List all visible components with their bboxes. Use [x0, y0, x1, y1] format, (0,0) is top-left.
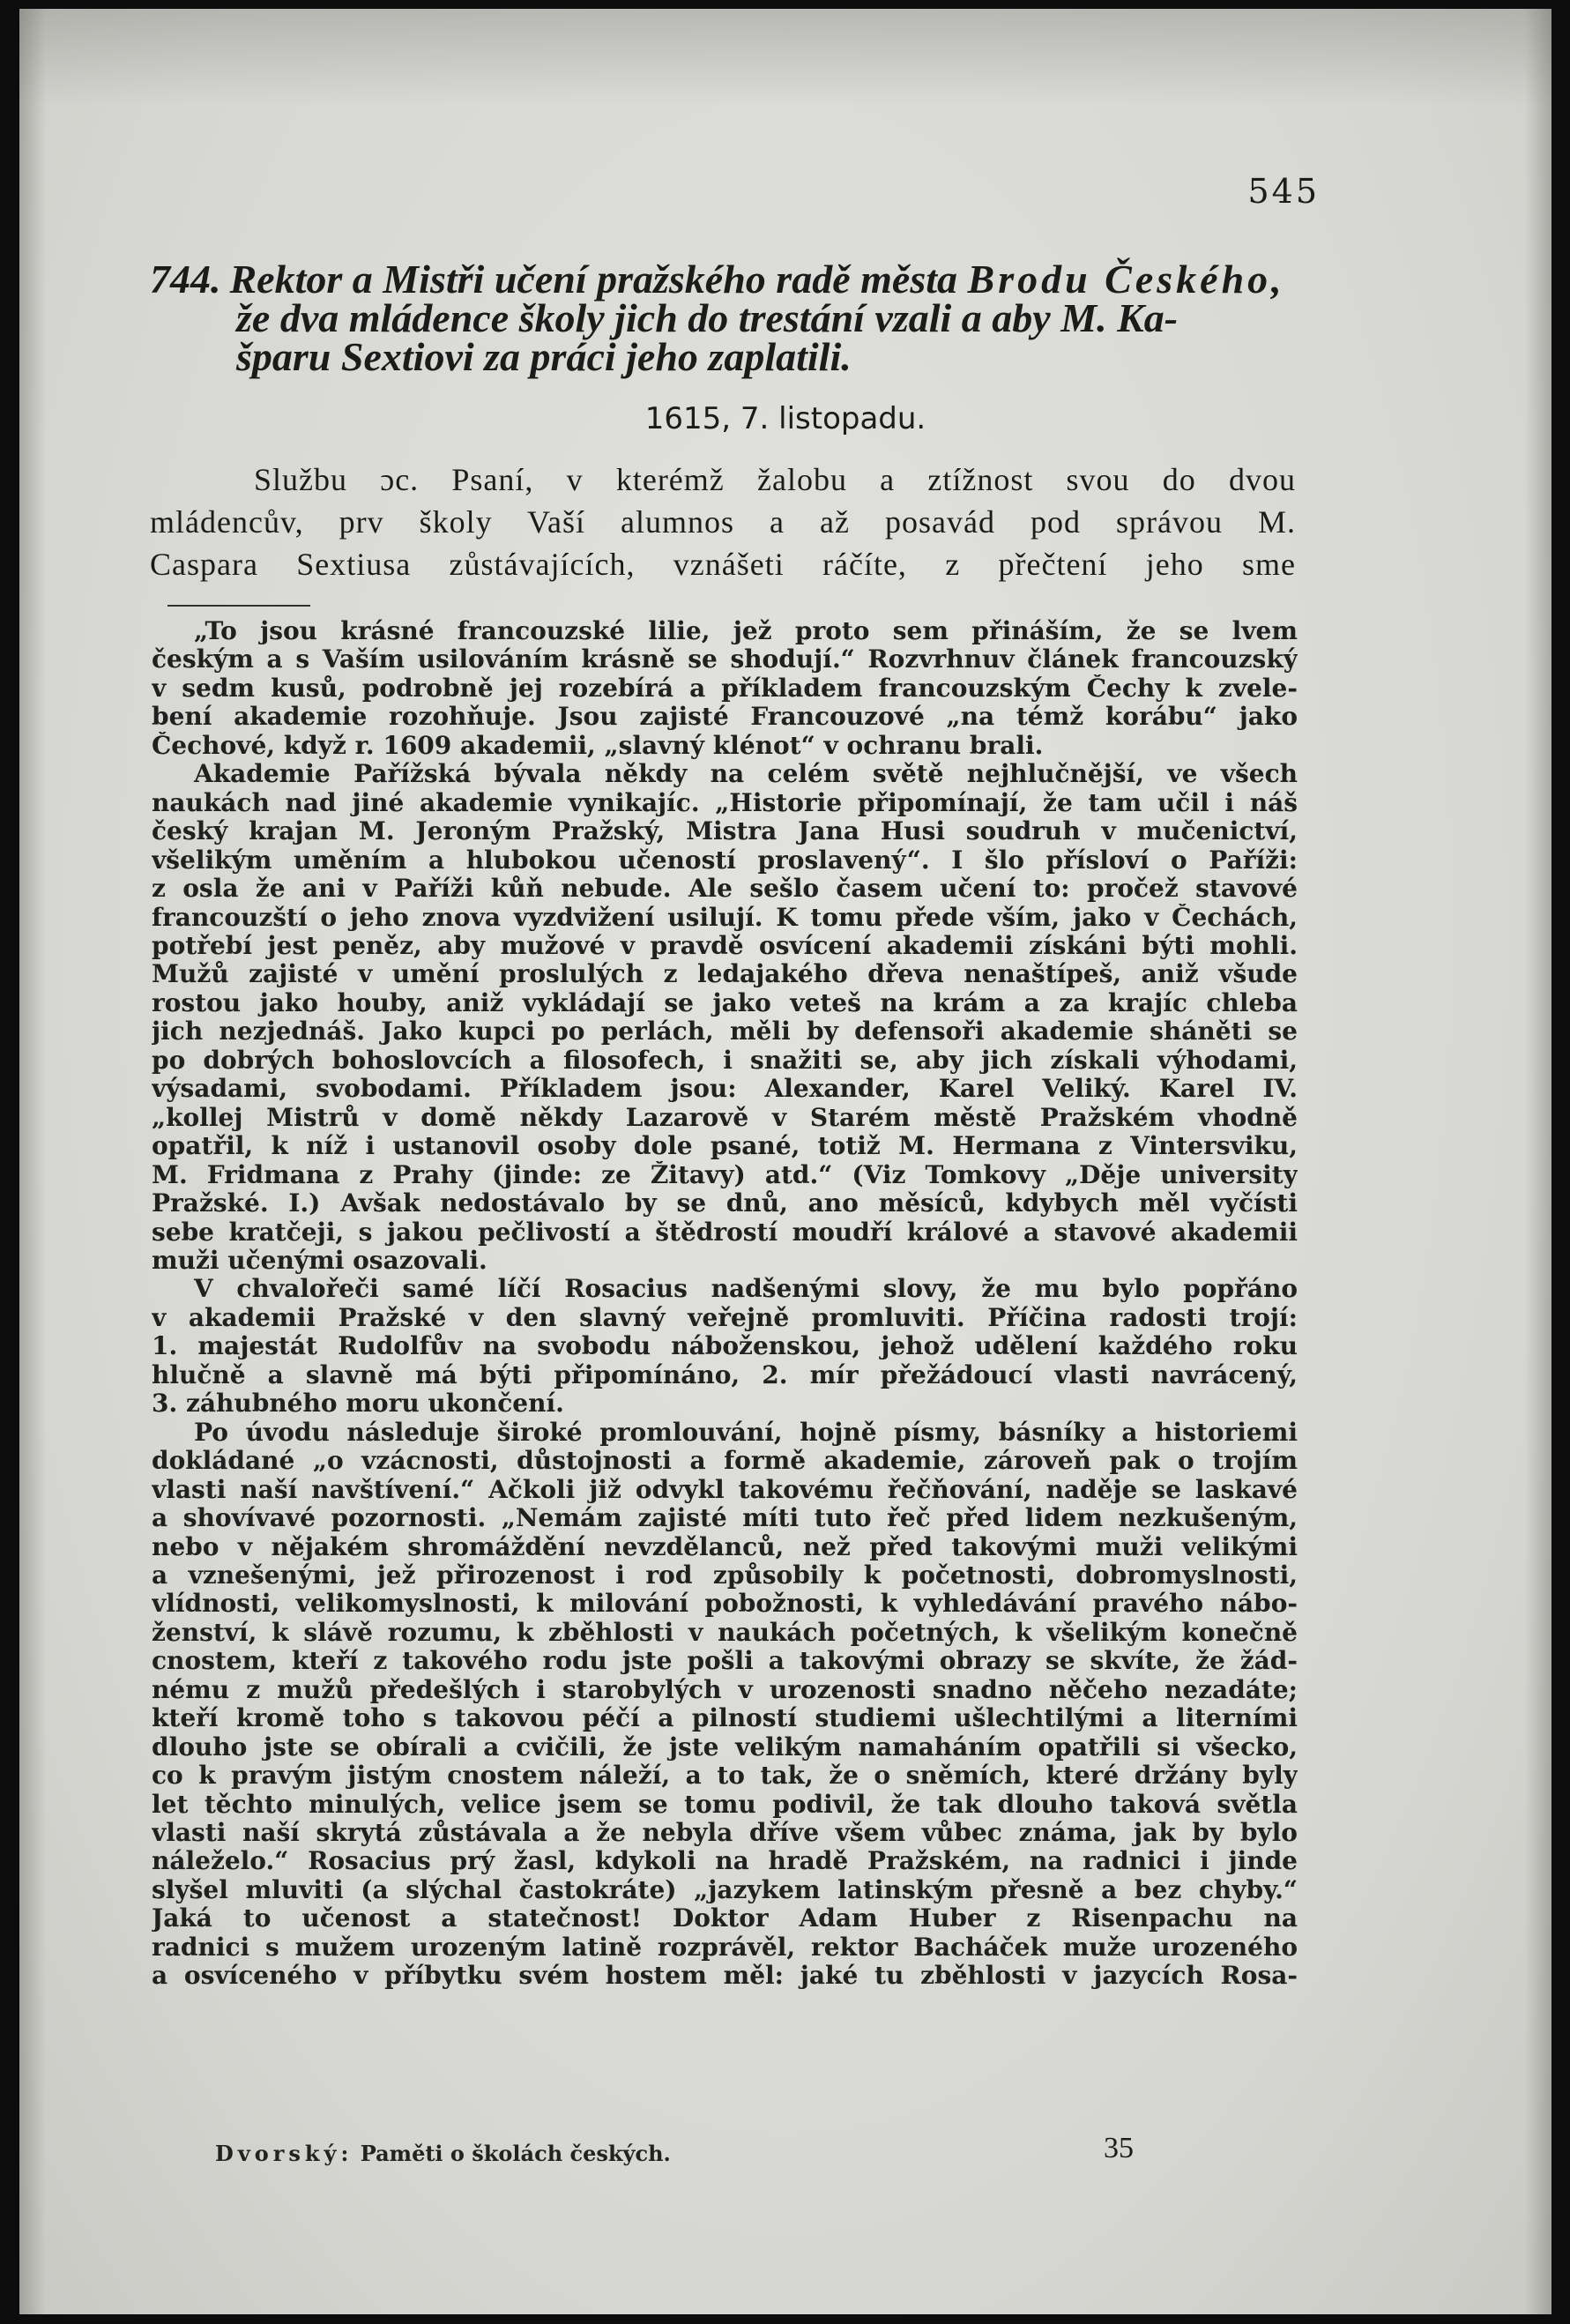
footnote-line: „kollej Mistrů v domě někdy Lazarově v Starém městě Pražském vhodně — [152, 1103, 1298, 1132]
footnote-line: náleželo.“ Rosacius prý žasl, kdykoli na hradě Pražském, na radnici i jinde — [152, 1847, 1298, 1876]
footnote-line: a shovívavé pozornosti. „Nemám zajisté míti tuto řeč před lidem nezkušeným, — [152, 1504, 1298, 1533]
footnote-line: ženství, k slávě rozumu, k zběhlosti v naukách početných, k všelikým konečně — [152, 1618, 1298, 1647]
page-number: 545 — [1247, 172, 1320, 211]
footnote-line: 3. záhubného moru ukončení. — [152, 1389, 564, 1419]
page-left-shadow — [19, 9, 46, 2314]
footnote-line: jich nezjednáš. Jako kupci po perlách, měli by defensoři akademie sháněti se — [152, 1017, 1298, 1047]
footer-author: Dvorský: — [215, 2141, 353, 2166]
document-heading — [150, 257, 1294, 379]
page-top-shadow — [19, 9, 1551, 106]
footnote-line: Po úvodu následuje široké promlouvání, hojně písmy, básníky a historiemi — [194, 1418, 1298, 1447]
footnote-line: vlasti naší skrytá zůstávala a že nebyla dříve všem vůbec známa, jak by bylo — [152, 1819, 1298, 1848]
footnote-line: v sedm kusů, podrobně jej rozebírá a příkladem francouzským Čechy k zvele- — [152, 674, 1298, 703]
footnote-line: kteří kromě toho s takovou péčí a pilností studiemi ušlechtilými a literními — [152, 1704, 1298, 1733]
footnote-line: rostou jako houby, aniž vykládají se jako veteš na krám a za krajíc chleba — [152, 988, 1298, 1017]
footnote-line: sebe kratčeji, s jakou pečlivostí a štědrostí moudří králové a stavové akademii — [152, 1218, 1298, 1247]
heading-part-3: šparu Sextiovi za práci jeho zaplatili. — [236, 334, 852, 379]
footnote-line: let těchto minulých, velice jsem se tomu podivil, že tak dlouho taková světla — [152, 1790, 1298, 1819]
footnote-line: V chvalořeči samé líčí Rosacius nadšenými slovy, že mu bylo popřáno — [194, 1275, 1298, 1304]
sheet-signature: 35 — [1104, 2132, 1134, 2164]
footnote-line: českým a s Vaším usilováním krásně se shodují.“ Rozvrhnuv článek francouzský — [152, 645, 1298, 674]
footnote-line: vlasti naší navštívení.“ Ačkoli již odvykl takovému řečňování, naděje se laskavé — [152, 1475, 1298, 1504]
footnote-line: radnici s mužem urozeným latině rozprávěl, rektor Bacháček muže urozeného — [152, 1933, 1298, 1962]
footnote-line: „To jsou krásné francouzské lilie, jež proto sem přináším, že se lvem — [194, 617, 1298, 645]
footnote-line: co k pravým jistým cnostem náleží, a to tak, že o sněmích, které držány byly — [152, 1762, 1298, 1791]
footnote-line: bení akademie rozohňuje. Jsou zajisté Francouzové „na témž korábu“ jako — [152, 703, 1298, 732]
book-page — [19, 9, 1551, 2314]
footer-title: Paměti o školách českých. — [360, 2141, 671, 2166]
footnote-line: potřebí jest peněz, aby mužové v pravdě osvícení akademii získáni býti mohli. — [152, 931, 1298, 960]
footnote-line: Čechové, když r. 1609 akademii, „slavný klénot“ v ochranu brali. — [152, 731, 1044, 760]
document-date: 1615, 7. listopadu. — [644, 401, 926, 436]
body-line: mládencův, prv školy Vaší alumnos a až posavád pod správou M. — [150, 504, 1296, 540]
footnote-line: slyšel mluviti (a slýchal častokráte) „jazykem latinským přesně a bez chyby.“ — [152, 1875, 1298, 1904]
footnote-line: cnostem, kteří z takového rodu jste pošli a takovými obrazy se skvíte, že žád- — [152, 1647, 1298, 1676]
footnote-line: nému z mužů předešlých i starobylých v urozenosti snadno něčeho nezadáte; — [152, 1675, 1298, 1704]
footnote-line: všelikým uměním a hlubokou učeností proslavený“. I šlo přísloví o Paříži: — [152, 845, 1298, 875]
body-line: Službu ɔc. Psaní, v kterémž žalobu a ztížnost svou do dvou — [254, 462, 1296, 497]
footnote-line: nebo v nějakém shromáždění nevzdělanců, než před takovými muži velikými — [152, 1532, 1298, 1561]
footnote-line: výsadami, svobodami. Příkladem jsou: Alexander, Karel Veliký. Karel IV. — [152, 1075, 1298, 1104]
footnote-line: Pražské. I.) Avšak nedostávalo by se dnů, ano měsíců, kdybych měl vyčísti — [152, 1189, 1298, 1218]
footnote-line: muži učenými osazovali. — [152, 1246, 487, 1275]
heading-place: Brodu Českého, — [967, 257, 1285, 302]
footnote-divider — [167, 605, 310, 607]
body-line: Caspara Sextiusa zůstávajících, vznášeti ráčíte, z přečtení jeho sme — [150, 547, 1296, 582]
footnote-line: opatřil, k níž i ustanovil osoby dole psané, totiž M. Hermana z Vintersviku, — [152, 1132, 1298, 1161]
footnote-line: v akademii Pražské v den slavný veřejně promluviti. Příčina radosti trojí: — [152, 1303, 1298, 1332]
page-right-shadow — [1525, 9, 1551, 2314]
footnotes — [152, 617, 1298, 1991]
footnote-line: 1. majestát Rudolfův na svobodu náboženskou, jehož udělení každého roku — [152, 1332, 1298, 1361]
footnote-line: dokládané „o vzácnosti, důstojnosti a formě akademie, zároveň pak o trojím — [152, 1447, 1298, 1476]
footnote-line: naukách nad jiné akademie vynikajíc. „Historie připomínají, že tam učil i náš — [152, 788, 1298, 817]
footnote-line: z osla že ani v Paříži kůň nebude. Ale sešlo časem učení to: pročež stavové — [152, 875, 1298, 904]
footnote-line: Mužů zajisté v umění proslulých z ledajakého dřeva nenaštípeš, aniž všude — [152, 960, 1298, 989]
footnote-line: hlučně a slavně má býti připomínáno, 2. mír přežádoucí vlasti navrácený, — [152, 1360, 1298, 1389]
heading-part-1: Rektor a Mistři učení pražského radě města — [229, 257, 968, 302]
footnote-line: a vznešenými, jež přirozenost i rod způsobily k početnosti, dobromyslnosti, — [152, 1561, 1298, 1590]
footer-source — [215, 2141, 671, 2166]
footnote-line: po dobrých bohoslovcích a filosofech, i snažiti se, aby jich získali výhodami, — [152, 1046, 1298, 1075]
footnote-line: dlouho jste se obírali a cvičili, že jste velikým namaháním opatřili si všecko, — [152, 1732, 1298, 1762]
footnote-line: český krajan M. Jeroným Pražský, Mistra Jana Husi soudruh v mučenictví, — [152, 817, 1298, 846]
footnote-line: Jaká to učenost a statečnost! Doktor Adam Huber z Risenpachu na — [152, 1904, 1298, 1933]
footnote-line: M. Fridmana z Prahy (jinde: ze Žitavy) atd.“ (Viz Tomkovy „Děje university — [152, 1160, 1298, 1189]
footnote-line: francouzští o jeho znova vyzdvižení usilují. K tomu přede vším, jako v Čechách, — [152, 903, 1298, 932]
heading-part-2: že dva mládence školy jich do trestání vzali a aby M. Ka- — [236, 295, 1179, 340]
document-number: 744. — [150, 257, 221, 302]
footnote-line: a osvíceného v příbytku svém hostem měl: jaké tu zběhlosti v jazycích Rosa- — [152, 1962, 1298, 1991]
footnote-line: vlídnosti, velikomyslnosti, k milování pobožnosti, k vyhledávání pravého nábo- — [152, 1590, 1298, 1619]
document-body — [150, 458, 1296, 585]
footnote-line: Akademie Pařížská bývala někdy na celém světě nejhlučnější, ve všech — [194, 760, 1298, 789]
